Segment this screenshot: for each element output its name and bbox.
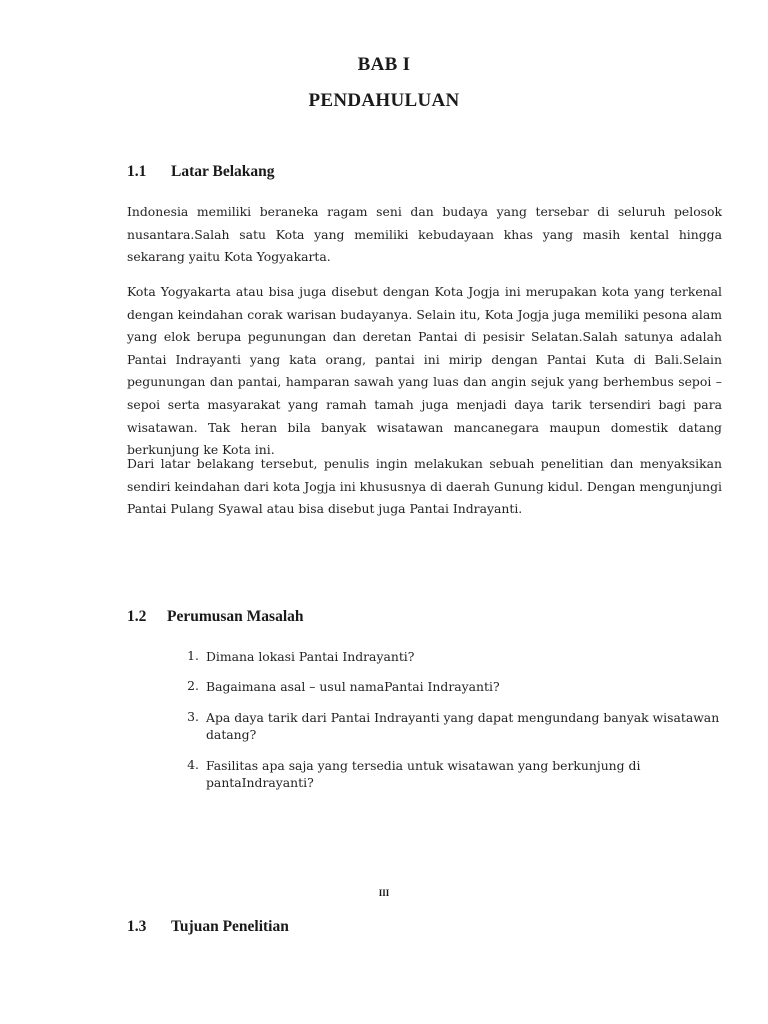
section-heading-perumusan-masalah (127, 608, 304, 626)
section-title: Tujuan Penelitian (171, 918, 289, 935)
section-number: 1.3 (127, 918, 147, 935)
page-number: III (378, 888, 390, 898)
paragraph: Kota Yogyakarta atau bisa juga disebut dengan Kota Jogja ini merupakan kota yang terkenal dengan keindahan corak warisan budayanya. Selain itu, Kota Jogja juga memiliki pesona alam yang elok berupa pegunungan dan deretan Pantai di pesisir Selatan.Salah satunya adalah Pantai Indrayanti yang kata orang, pantai ini mirip dengan Pantai Kuta di Bali.Selain pegunungan dan pantai, hamparan sawah yang luas dan angin sejuk yang berhembus sepoi – sepoi serta masyarakat yang ramah tamah juga menjadi daya tarik tersendiri bagi para wisatawan. Tak heran bila banyak wisatawan mancanegara maupun domestik datang berkunjung ke Kota ini. (127, 284, 722, 458)
section-number: 1.1 (127, 163, 147, 180)
list-item (181, 757, 741, 791)
list-item (181, 709, 741, 743)
list-item-text: Apa daya tarik dari Pantai Indrayanti yang dapat mengundang banyak wisatawan datang? (206, 710, 720, 742)
list-item (181, 648, 741, 665)
list-item-number: 4. (187, 757, 199, 772)
section-title: Latar Belakang (171, 163, 275, 180)
list-item-text: Dimana lokasi Pantai Indrayanti? (206, 649, 415, 664)
chapter-number: BAB I (357, 54, 411, 75)
section-heading-latar-belakang (127, 163, 275, 181)
chapter-title: PENDAHULUAN (308, 90, 460, 111)
list-item-text: Fasilitas apa saja yang tersedia untuk wisatawan yang berkunjung di pantaIndrayanti? (206, 758, 641, 790)
list-item-number: 1. (187, 648, 199, 663)
list-item-number: 3. (187, 709, 199, 724)
list-item (181, 678, 741, 695)
section-number: 1.2 (127, 608, 147, 625)
list-item-number: 2. (187, 678, 199, 693)
list-item-text: Bagaimana asal – usul namaPantai Indrayanti? (206, 679, 500, 694)
section-heading-tujuan-penelitian (127, 918, 289, 936)
paragraph: Indonesia memiliki beraneka ragam seni dan budaya yang tersebar di seluruh pelosok nusantara.Salah satu Kota yang memiliki kebudayaan khas yang masih kental hingga sekarang yaitu Kota Yogyakarta. (127, 204, 722, 265)
section-title: Perumusan Masalah (167, 608, 304, 625)
paragraph: Dari latar belakang tersebut, penulis ingin melakukan sebuah penelitian dan menyaksikan sendiri keindahan dari kota Jogja ini khususnya di daerah Gunung kidul. Dengan mengunjungi Pantai Pulang Syawal atau bisa disebut juga Pantai Indrayanti. (127, 456, 722, 517)
